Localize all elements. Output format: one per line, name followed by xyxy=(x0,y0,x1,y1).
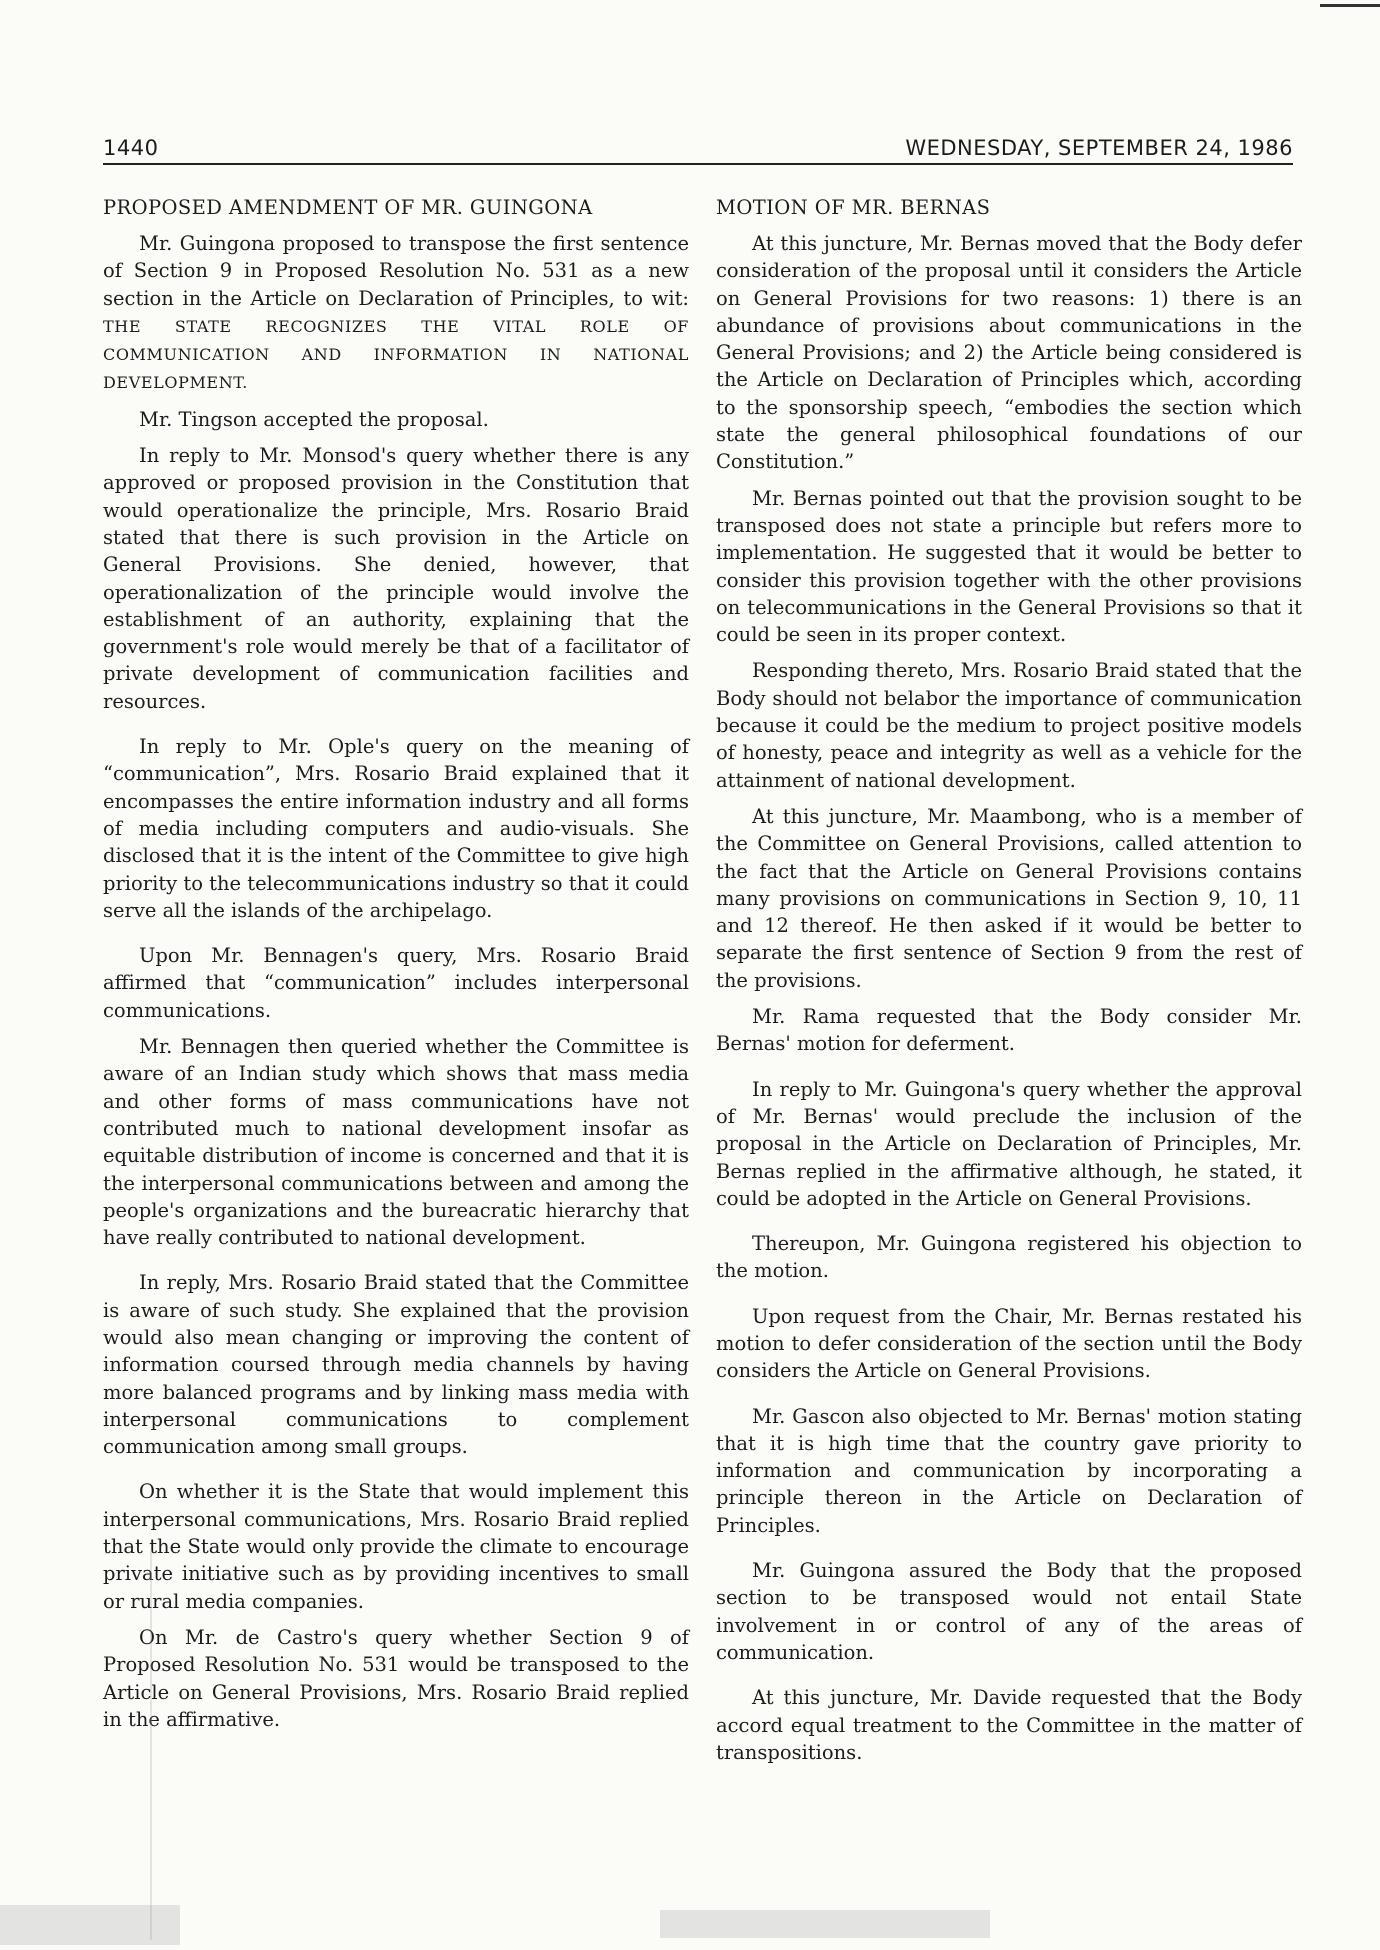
header-date: WEDNESDAY, SEPTEMBER 24, 1986 xyxy=(905,136,1293,160)
section-heading-guingona-amendment: PROPOSED AMENDMENT OF MR. GUINGONA xyxy=(103,196,593,219)
paragraph: In reply, Mrs. Rosario Braid stated that the Committee is aware of such study. She explained that the provision would also mean changing or improving the content of information coursed through media channels by having more balanced programs and by linking mass media with interpersonal communications to complement communication among small groups. xyxy=(103,1271,689,1459)
page-number: 1440 xyxy=(103,136,159,160)
scan-noise xyxy=(0,1905,180,1945)
section-heading-bernas-motion: MOTION OF MR. BERNAS xyxy=(716,196,991,219)
paragraph: On Mr. de Castro's query whether Section 9 of Proposed Resolution No. 531 would be transposed to the Article on General Provisions, Mrs. Rosario Braid replied in the affirmative. xyxy=(103,1625,689,1731)
paragraph: At this juncture, Mr. Bernas moved that the Body defer consideration of the proposal until it considers the Article on General Provisions for two reasons: 1) there is an abundance of provisions about communications in the General Provisions; and 2) the Article being considered is the Article on Declaration of Principles which, according to the sponsorship speech, “embodies the section which state the general philosophical foundations of our Constitution.” xyxy=(716,232,1302,474)
paragraph: In reply to Mr. Monsod's query whether there is any approved or proposed provision in the Constitution that would operationalize the principle, Mrs. Rosario Braid stated that there is such provision in the Article on General Provisions. She denied, however, that operationalization of the principle would involve the establishment of an authority, explaining that the government's role would merely be that of a facilitator of private development of communication facilities and resources. xyxy=(103,444,689,713)
paragraph: At this juncture, Mr. Maambong, who is a member of the Committee on General Provisions, called attention to the fact that the Article on General Provisions contains many provisions on communications in Section 9, 10, 11 and 12 thereof. He then asked if it would be better to separate the first sentence of Section 9 from the rest of the provisions. xyxy=(716,804,1302,992)
scan-noise xyxy=(150,1550,152,1940)
right-column xyxy=(716,194,1302,1775)
paragraph: In reply to Mr. Guingona's query whether the approval of Mr. Bernas' would preclude the inclusion of the proposal in the Article on Declaration of Principles, Mr. Bernas replied in the affirmative although, he stated, it could be adopted in the Article on General Provisions. xyxy=(716,1077,1302,1210)
quoted-provision: THE STATE RECOGNIZES THE VITAL ROLE OF COMMUNICATION AND INFORMATION IN NATIONAL DEVELOPMENT. xyxy=(103,316,689,393)
paragraph: Mr. Rama requested that the Body consider Mr. Bernas' motion for deferment. xyxy=(716,1005,1302,1056)
paragraph: Mr. Bernas pointed out that the provision sought to be transposed does not state a principle but refers more to implementation. He suggested that it would be better to consider this provision together with the other provisions on telecommunications in the General Provisions so that it could be seen in its proper context. xyxy=(716,486,1302,647)
page-header xyxy=(103,136,1293,166)
paragraph: Thereupon, Mr. Guingona registered his objection to the motion. xyxy=(716,1232,1302,1283)
left-column xyxy=(103,194,689,1742)
paragraph: Mr. Tingson accepted the proposal. xyxy=(139,407,489,431)
scan-noise xyxy=(660,1910,990,1938)
paragraph: Upon request from the Chair, Mr. Bernas restated his motion to defer consideration of the section until the Body considers the Article on General Provisions. xyxy=(716,1304,1302,1383)
scan-edge-mark xyxy=(1320,4,1380,7)
paragraph: Responding thereto, Mrs. Rosario Braid stated that the Body should not belabor the importance of communication because it could be the medium to project positive models of honesty, peace and integrity as well as a vehicle for the attainment of national development. xyxy=(716,659,1302,792)
paragraph: Upon Mr. Bennagen's query, Mrs. Rosario Braid affirmed that “communication” includes interpersonal communications. xyxy=(103,944,689,1022)
paragraph: Mr. Bennagen then queried whether the Committee is aware of an Indian study which shows that mass media and other forms of mass communications have not contributed much to national development insofar as equitable distribution of income is concerned and that it is the interpersonal communications between and among the people's organizations and the bureacratic hierarchy that have really contributed to national development. xyxy=(103,1035,689,1250)
paragraph: On whether it is the State that would implement this interpersonal communications, Mrs. Rosario Braid replied that the State would only provide the climate to encourage private initiative such as by providing incentives to small or rural media companies. xyxy=(103,1480,689,1613)
paragraph: Mr. Guingona assured the Body that the proposed section to be transposed would not entail State involvement in or control of any of the areas of communication. xyxy=(716,1559,1302,1664)
header-rule xyxy=(103,163,1293,165)
paragraph xyxy=(103,230,689,397)
paragraph: Mr. Gascon also objected to Mr. Bernas' motion stating that it is high time that the country gave priority to information and communication by incorporating a principle thereon in the Article on Declaration of Principles. xyxy=(716,1404,1302,1537)
paragraph: At this juncture, Mr. Davide requested that the Body accord equal treatment to the Committee in the matter of transpositions. xyxy=(716,1686,1302,1764)
paragraph: In reply to Mr. Ople's query on the meaning of “communication”, Mrs. Rosario Braid explained that it encompasses the entire information industry and all forms of media including computers and audio-visuals. She disclosed that it is the intent of the Committee to give high priority to the telecommunications industry so that it could serve all the islands of the archipelago. xyxy=(103,735,689,922)
paragraph-text: Mr. Guingona proposed to transpose the first sentence of Section 9 in Proposed Resolution No. 531 as a new section in the Article on Declaration of Principles, to wit: xyxy=(103,232,689,310)
